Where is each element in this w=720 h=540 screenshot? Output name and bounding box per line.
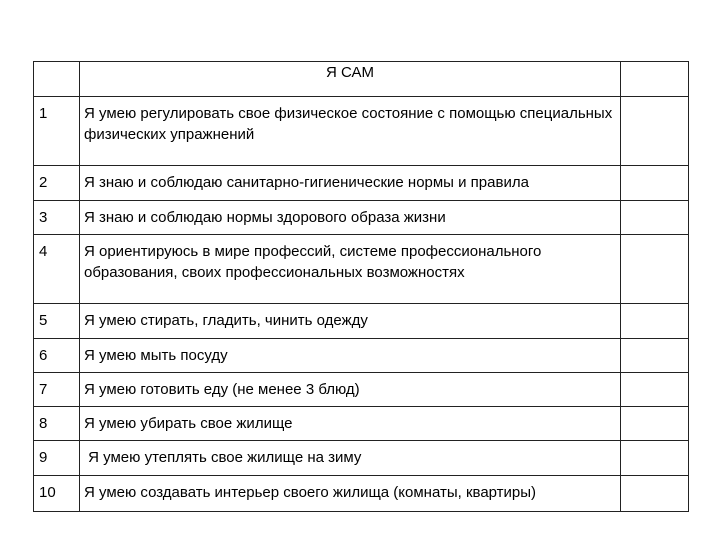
table-row (34, 304, 689, 339)
row-mark-cell (621, 304, 689, 339)
row-number: 1 (34, 97, 80, 166)
row-mark-cell (621, 441, 689, 476)
table-row (34, 166, 689, 201)
table-row (34, 441, 689, 476)
row-statement: Я ориентируюсь в мире профессий, системе профессионального образования, своих профессиональных возможностях (80, 235, 621, 304)
row-number: 4 (34, 235, 80, 304)
table-row (34, 407, 689, 441)
row-number: 3 (34, 201, 80, 235)
row-mark-cell (621, 339, 689, 373)
table-row (34, 235, 689, 304)
row-mark-cell (621, 407, 689, 441)
header-num-cell (34, 62, 80, 97)
header-mark-cell (621, 62, 689, 97)
row-number: 6 (34, 339, 80, 373)
table-row (34, 476, 689, 512)
row-statement: Я умею мыть посуду (80, 339, 621, 373)
row-statement: Я знаю и соблюдаю санитарно-гигиенические нормы и правила (80, 166, 621, 201)
row-mark-cell (621, 476, 689, 512)
row-statement: Я умею убирать свое жилище (80, 407, 621, 441)
row-number: 9 (34, 441, 80, 476)
row-mark-cell (621, 235, 689, 304)
row-statement: Я умею готовить еду (не менее 3 блюд) (80, 373, 621, 407)
row-statement: Я умею регулировать свое физическое состояние с помощью специальных физических упражнений (80, 97, 621, 166)
table-row (34, 201, 689, 235)
row-mark-cell (621, 201, 689, 235)
row-mark-cell (621, 373, 689, 407)
row-mark-cell (621, 97, 689, 166)
row-statement: Я знаю и соблюдаю нормы здорового образа жизни (80, 201, 621, 235)
row-mark-cell (621, 166, 689, 201)
row-number: 5 (34, 304, 80, 339)
row-statement: Я умею утеплять свое жилище на зиму (80, 441, 621, 476)
row-number: 7 (34, 373, 80, 407)
row-number: 2 (34, 166, 80, 201)
self-assessment-table (33, 61, 689, 512)
table-row (34, 339, 689, 373)
row-number: 8 (34, 407, 80, 441)
table-row (34, 97, 689, 166)
row-statement: Я умею стирать, гладить, чинить одежду (80, 304, 621, 339)
row-statement: Я умею создавать интерьер своего жилища (комнаты, квартиры) (80, 476, 621, 512)
table-row (34, 373, 689, 407)
table-header-row (34, 62, 689, 97)
row-number: 10 (34, 476, 80, 512)
table-title: Я САМ (80, 62, 621, 97)
